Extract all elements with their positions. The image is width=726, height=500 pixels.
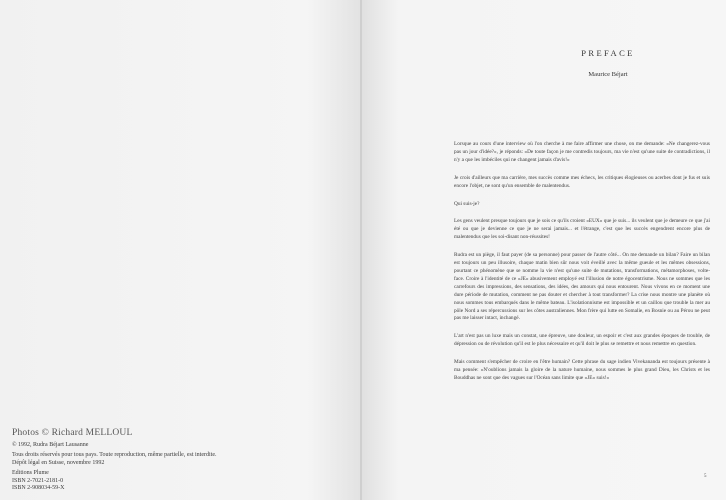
isbn-line: ISBN 2-908034-59-X [12, 485, 65, 492]
preface-heading [540, 48, 676, 78]
preface-author: Maurice Béjart [588, 71, 628, 78]
rights-line: Tous droits réservés pour tous pays. Toute reproduction, même partielle, est interdite. [12, 452, 217, 459]
copyright-line: © 1992, Rudra Béjart Lausanne [12, 442, 89, 448]
left-page [0, 0, 362, 500]
publisher-line: Editions Plume [12, 470, 49, 477]
body-paragraph: Rudra est un piège, il faut payer (de sa personne) pour passer de l'autre côté... On me demande un bilan? Faire un bilan est toujours un peu illusoire, chaque matin bien sûr nous voit éveillé avec la même gueule et les mêmes obsessions, pourtant ce phénomène que se nomme la vie n'est qu'une suite de mutations, transformations, métamorphoses, volte-face. Croire à l'identité de ce «JE» abusivement employé est l'illusion de notre égocentrisme. Nous ne sommes que les carrefours des impressions, des sensations, des idées, des amours qui nous entourent. Nous vivons en ce moment une dure période de mutation, comment ne pas douter et chercher à tout transformer? La crise nous montre une planète où nous sommes tous embarqués dans le même bateau. L'isolationnisme est impossible et un caillou que trouble la mer au pôle Nord a ses répercussions sur les côtes australiennes. Mon frère qui lutte en Somalie, en Bosnie ou au Pérou ne peut pas me laisser intact, inchangé. [454, 252, 710, 322]
colophon [12, 428, 332, 492]
photo-credit: Photos © Richard MELLOUL [12, 428, 133, 438]
body-paragraph: Lorsque au cours d'une interview où l'on cherche à me faire affirmer une chose, on me demande: «Ne changerez-vous pas un jour d'idée?», je réponds: «De toute façon je me contredis toujours, ma vie n'est qu'une suite de contradictions, il n'y a que les imbéciles qui ne changent jamais d'avis!» [454, 141, 710, 163]
body-paragraph: Les gens veulent presque toujours que je sois ce qu'ils croient «EUX» que je suis... ils veulent que je demeure ce que j'ai été ou que je devienne ce que je ne serai jamais... et l'étrange, c'est que les succès engendrent encore plus de malentendus que les soi-disant non-réussites! [454, 218, 710, 241]
body-paragraph: Qui suis-je? [454, 200, 480, 207]
isbn-line: ISBN 2-7021-2181-0 [12, 477, 64, 484]
body-paragraph: Je crois d'ailleurs que ma carrière, mes succès comme mes échecs, les critiques élogieuses ou acerbes dont je fus et suis encore l'objet, ne sont qu'un ensemble de malentendus. [454, 174, 710, 189]
preface-body [454, 141, 710, 393]
body-paragraph: L'art n'est pas un luxe mais un constat, une épreuve, une douleur, un espoir et c'est aux grandes époques de trouble, de dépression ou de révolution qu'il est le plus nécessaire et qu'il doit le plus se remettre et nous remettre en question. [454, 333, 710, 348]
legal-deposit-line: Dépôt légal en Suisse, novembre 1992 [12, 459, 105, 466]
page-number: 5 [704, 474, 707, 479]
body-paragraph: Mais comment s'empêcher de croire en l'être humain? Cette phrase du sage indien Vivekananda est toujours présente à ma pensée: «N'oublions jamais la gloire de la nature humaine, nous sommes le plus grand Dieu, les Christs et les Bouddhas ne sont que des vagues sur l'Océan sans limite que «JE» suis!» [454, 359, 710, 381]
preface-title: PREFACE [581, 48, 635, 58]
